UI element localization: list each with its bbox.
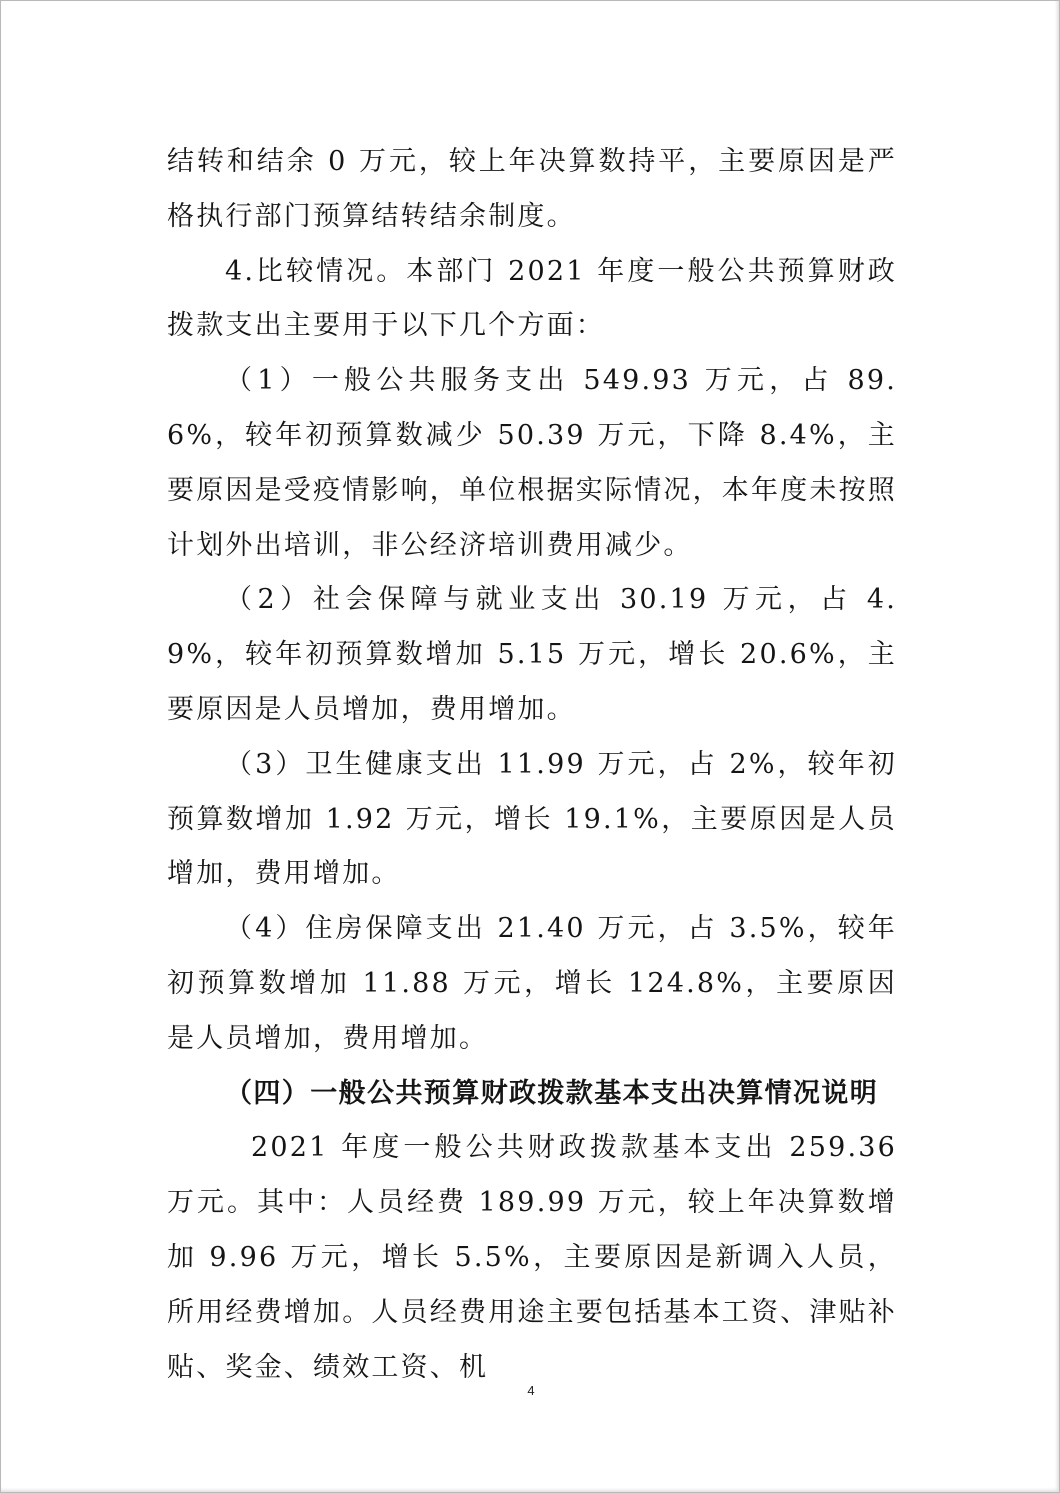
paragraph-item-1: （1）一般公共服务支出 549.93 万元，占 89.6%，较年初预算数减少 50.39 万元，下降 8.4%，主要原因是受疫情影响，单位根据实际情况，本年度未按照计划外出培训，非公经济培训费用减少。 — [167, 365, 897, 561]
paragraph-item-3: （3）卫生健康支出 11.99 万元，占 2%，较年初预算数增加 1.92 万元，增长 19.1%，主要原因是人员增加，费用增加。 — [167, 748, 897, 890]
paragraph-carryover: 结转和结余 0 万元，较上年决算数持平，主要原因是严格执行部门预算结转结余制度。 — [167, 146, 897, 232]
page-number: 4 — [527, 1383, 535, 1398]
section-heading: （四）一般公共预算财政拨款基本支出决算情况说明 — [225, 1077, 879, 1109]
paragraph-item-4: （4）住房保障支出 21.40 万元，占 3.5%，较年初预算数增加 11.88 万元，增长 124.8%，主要原因是人员增加，费用增加。 — [167, 913, 897, 1054]
paragraph-comparison-intro: 4.比较情况。本部门 2021 年度一般公共预算财政拨款支出主要用于以下几个方面： — [167, 255, 897, 342]
paragraph-basic-expenditure: 2021 年度一般公共财政拨款基本支出 259.36 万元。其中：人员经费 189.99 万元，较上年决算数增加 9.96 万元，增长 5.5%，主要原因是新调入人员，所用经费增加。人员经费用途主要包括基本工资、津贴补贴、奖金、绩效工资、机 — [167, 1132, 897, 1383]
paragraph-item-2: （2）社会保障与就业支出 30.19 万元，占 4.9%，较年初预算数增加 5.15 万元，增长 20.6%，主要原因是人员增加，费用增加。 — [167, 584, 897, 725]
document-body — [167, 135, 897, 1395]
